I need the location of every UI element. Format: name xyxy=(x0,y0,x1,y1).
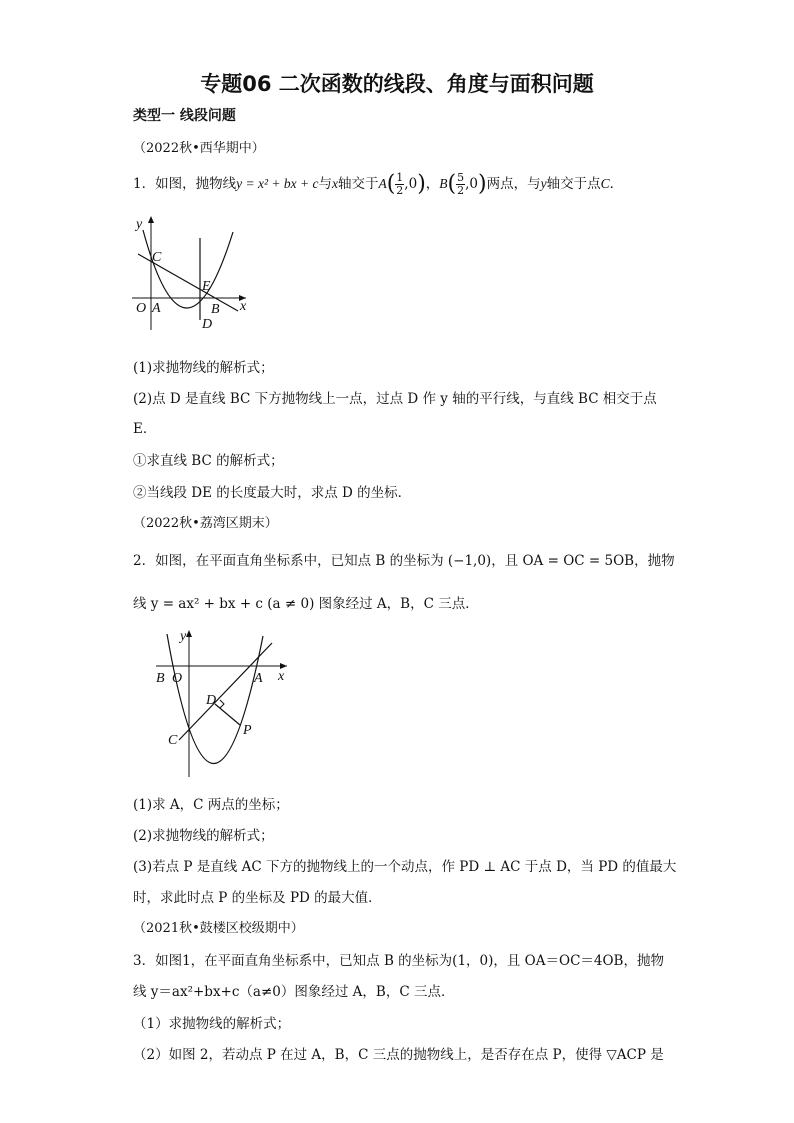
q1-label-a: A xyxy=(152,301,161,316)
section-heading: 类型一 线段问题 xyxy=(133,108,236,124)
q3-stem-line2: 线 y＝ax²+bx+c（a≠0）图象经过 A，B，C 三点． xyxy=(133,984,455,1000)
q2-stem-line2: 线 y = ax² + bx + c (a ≠ 0) 图象经过 A，B，C 三点． xyxy=(133,596,479,612)
q1-label-e: E xyxy=(202,279,211,294)
q3-part2: （2）如图 2，若动点 P 在过 A，B，C 三点的抛物线上，是否存在点 P，使得 ▽ACP 是 xyxy=(133,1047,664,1063)
q1-part2: (2)点 D 是直线 BC 下方抛物线上一点，过点 D 作 y 轴的平行线，与直线 BC 相交于点 xyxy=(133,391,657,407)
q2-figure xyxy=(150,622,295,787)
q1-label-d: D xyxy=(202,317,213,332)
q2-part3-cont: 时，求此时点 P 的坐标及 PD 的最大值． xyxy=(133,890,382,906)
q3-stem-line1: 3．如图1，在平面直角坐标系中，已知点 B 的坐标为(1，0)，且 OA＝OC＝4OB，抛物 xyxy=(133,953,664,969)
q2-part1: (1)求 A，C 两点的坐标； xyxy=(133,797,289,813)
q2-label-c: C xyxy=(168,733,178,748)
q1-part2-sub2: ②当线段 DE 的长度最大时，求点 D 的坐标． xyxy=(133,485,412,501)
q1-label-x: x xyxy=(240,299,247,314)
q1-label-y: y xyxy=(136,217,143,232)
page-title: 专题06 二次函数的线段、角度与面积问题 xyxy=(200,72,594,96)
q2-line-ac xyxy=(179,643,272,740)
q1-part2-cont: E． xyxy=(133,421,157,437)
q2-label-x: x xyxy=(278,669,285,684)
q1-figure xyxy=(128,210,258,340)
q1-label-o: O xyxy=(136,301,147,316)
q2-label-p: P xyxy=(243,723,252,738)
q2-part3: (3)若点 P 是直线 AC 下方的抛物线上的一个动点，作 PD ⊥ AC 于点 D，当 PD 的值最大 xyxy=(133,859,677,875)
q2-stem-line1: 2．如图，在平面直角坐标系中，已知点 B 的坐标为 (−1,0)，且 OA = OC = 5OB，抛物 xyxy=(133,553,675,569)
q2-part2: (2)求抛物线的解析式； xyxy=(133,828,274,844)
q2-label-o: O xyxy=(172,671,183,686)
q1-part2-sub1: ①求直线 BC 的解析式； xyxy=(133,453,284,469)
q2-label-d: D xyxy=(206,693,217,708)
q3-source: （2021秋•鼓楼区校级期中） xyxy=(133,921,304,936)
q1-label-c: C xyxy=(152,250,162,265)
q2-right-angle-mark xyxy=(220,700,224,708)
q1-stem: 1．如图，抛物线y = x² + bx + c与x轴交于A( $\frac{1}{2}$ ,0)，B( $\frac{5}{2}$ ,0)两点，与y轴交于点C． xyxy=(133,171,624,197)
q2-source: （2022秋•荔湾区期末） xyxy=(133,516,278,531)
q1-part1: (1)求抛物线的解析式； xyxy=(133,360,274,376)
q1-source: （2022秋•西华期中） xyxy=(133,141,265,156)
q1-label-b: B xyxy=(211,302,220,317)
q2-label-y: y xyxy=(180,629,187,644)
q2-label-b: B xyxy=(156,671,165,686)
q2-label-a: A xyxy=(254,671,263,686)
q3-part1: （1）求抛物线的解析式； xyxy=(133,1016,291,1032)
q1-parabola xyxy=(143,230,233,308)
q2-line-pd xyxy=(215,704,240,725)
